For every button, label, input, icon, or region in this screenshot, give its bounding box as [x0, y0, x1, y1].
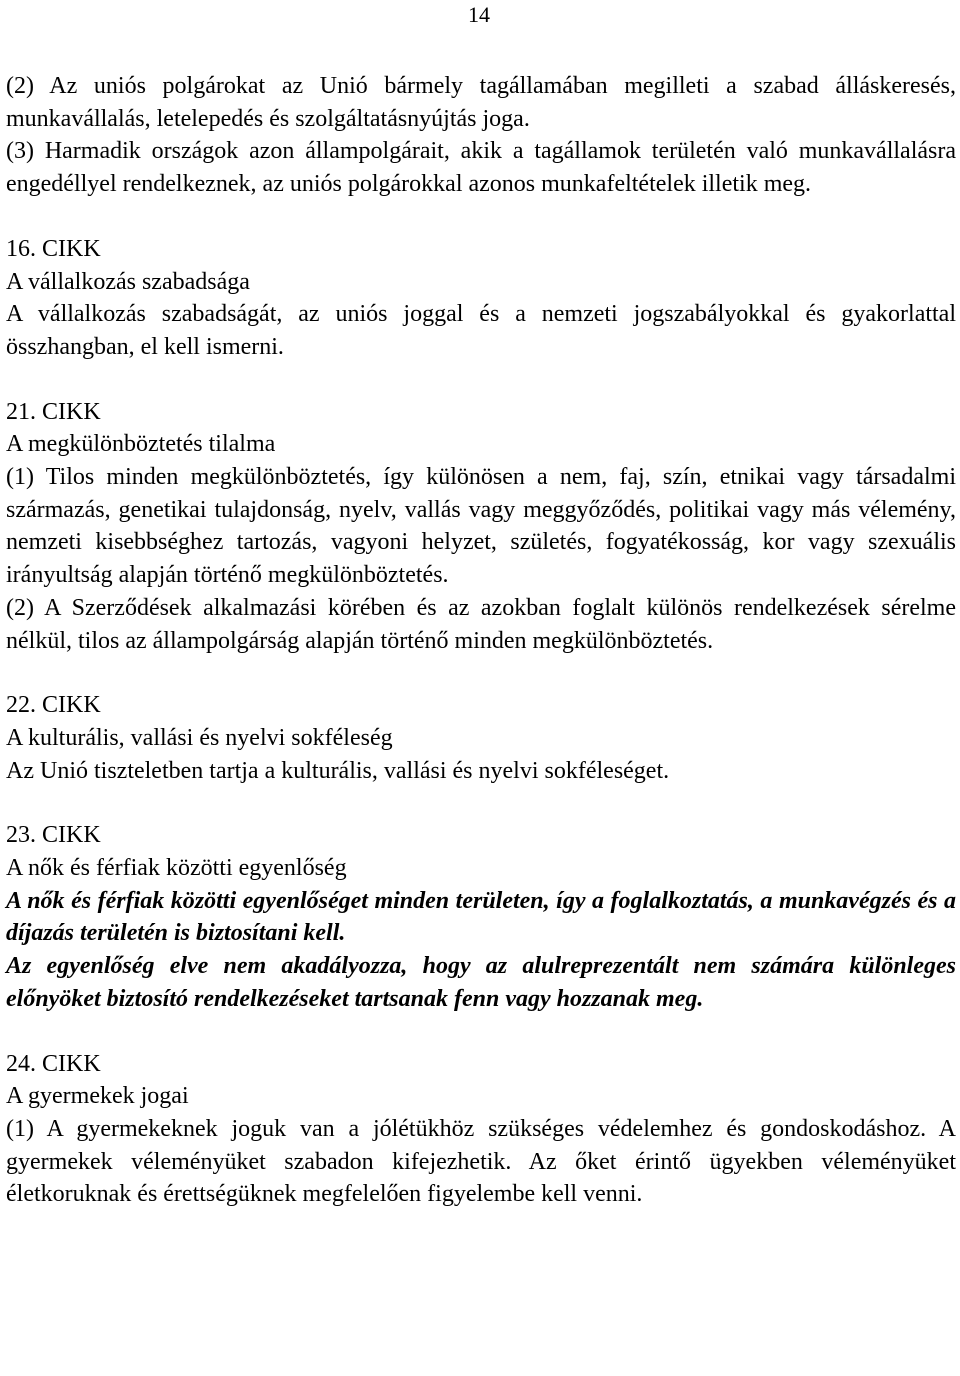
- article-paragraph-emphasized: Az egyenlőség elve nem akadályozza, hogy az alulreprezentált nem számára különleges előnyöket biztosító rendelkezéseket tartsanak fenn vagy hozzanak meg.: [6, 953, 956, 1012]
- article-22: [6, 689, 956, 787]
- article-number: 16. CIKK: [6, 235, 101, 262]
- article-24: [6, 1048, 956, 1212]
- article-paragraph: A vállalkozás szabadságát, az uniós joggal és a nemzeti jogszabályokkal és gyakorlattal összhangban, el kell ismerni.: [6, 301, 956, 360]
- article-number: 21. CIKK: [6, 398, 101, 425]
- article-title: A megkülönböztetés tilalma: [6, 431, 276, 458]
- article-number: 23. CIKK: [6, 822, 101, 849]
- article-paragraph: Az Unió tiszteletben tartja a kulturális, vallási és nyelvi sokféleséget.: [6, 757, 670, 784]
- document-body: [6, 70, 956, 1211]
- paragraph-3: (3) Harmadik országok azon állampolgárait, akik a tagállamok területén való munkavállalásra engedéllyel rendelkeznek, az uniós polgárokkal azonos munkafeltételek illetik meg.: [6, 138, 956, 198]
- page-number: 14: [468, 2, 490, 27]
- article-paragraph: (2) A Szerződések alkalmazási körében és az azokban foglalt különös rendelkezések sérelme nélkül, tilos az állampolgárság alapján történő minden megkülönböztetés.: [6, 594, 956, 654]
- article-paragraph-emphasized: A nők és férfiak közötti egyenlőséget minden területen, így a foglalkoztatás, a munkavégzés és a díjazás területén is biztosítani kell.: [6, 887, 956, 947]
- paragraph-2: (2) Az uniós polgárokat az Unió bármely tagállamában megilleti a szabad álláskeresés, munkavállalás, letelepedés és szolgáltatásnyújtás joga.: [6, 73, 956, 132]
- article-number: 22. CIKK: [6, 692, 101, 719]
- article-paragraph: (1) Tilos minden megkülönböztetés, így különösen a nem, faj, szín, etnikai vagy társadalmi származás, genetikai tulajdonság, nyelv, vallás vagy meggyőződés, politikai vagy más vélemény, nemzeti kisebbséghez tartozás, vagyoni helyzet, születés, fogyatékosság, kor vagy szexuális irányultság alapján történő megkülönböztetés.: [6, 464, 956, 589]
- article-21: [6, 396, 956, 658]
- article-23: [6, 819, 956, 1015]
- article-title: A nők és férfiak közötti egyenlőség: [6, 855, 347, 882]
- article-title: A vállalkozás szabadsága: [6, 268, 250, 295]
- article-paragraph: (1) A gyermekeknek joguk van a jólétükhöz szükséges védelemhez és gondoskodáshoz. A gyermekek véleményüket szabadon kifejezhetik. Az őket érintő ügyekben véleményüket életkoruknak és érettségüknek megfelelően figyelembe kell venni.: [6, 1115, 956, 1208]
- article-title: A gyermekek jogai: [6, 1083, 189, 1110]
- article-16: [6, 233, 956, 364]
- article-number: 24. CIKK: [6, 1050, 101, 1077]
- article-title: A kulturális, vallási és nyelvi sokféleség: [6, 724, 393, 751]
